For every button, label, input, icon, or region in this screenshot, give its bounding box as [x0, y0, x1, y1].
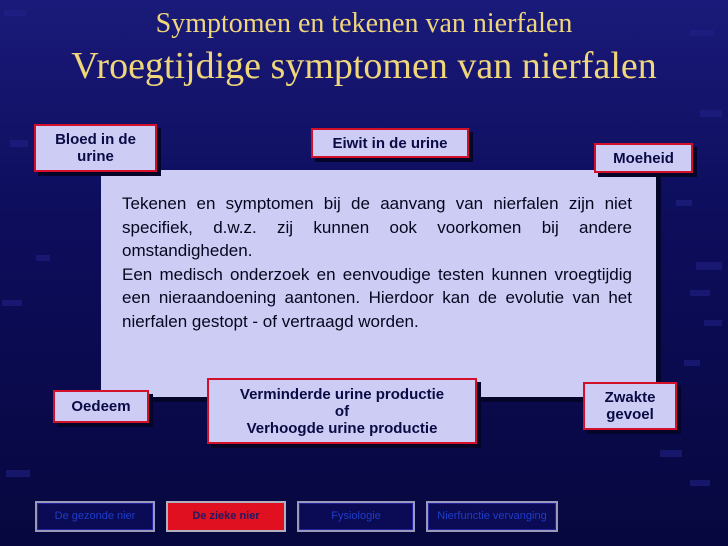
- content-text: [122, 192, 632, 333]
- symptom-bloed-label: Bloed in de urine: [55, 131, 136, 165]
- symptom-oedeem: [53, 390, 149, 423]
- symptom-zwakte-label: Zwakte gevoel: [604, 389, 656, 423]
- nav-fysiologie-button[interactable]: Fysiologie: [297, 501, 415, 532]
- symptom-eiwit-label: Eiwit in de urine: [332, 134, 448, 152]
- nav-vervanging-button[interactable]: Nierfunctie vervanging: [426, 501, 558, 532]
- nav-zieke-nier-button[interactable]: De zieke nier: [166, 501, 286, 532]
- symptom-zwakte: [583, 382, 677, 430]
- symptom-urine-line2: of: [334, 402, 350, 420]
- symptom-urine: [207, 378, 477, 444]
- symptom-bloed: [34, 124, 157, 172]
- slide-subtitle: Vroegtijdige symptomen van nierfalen: [71, 45, 657, 87]
- content-paragraph-2: Een medisch onderzoek en eenvoudige testen kunnen vroegtijdig een nieraandoening aantonen. Hierdoor kan de evolutie van het nierfalen gestopt - of vertraagd worden.: [122, 264, 632, 331]
- slide-title: Symptomen en tekenen van nierfalen: [155, 8, 573, 39]
- symptom-moeheid: [594, 143, 693, 173]
- symptom-urine-line1: Verminderde urine productie: [239, 385, 445, 403]
- symptom-moeheid-label: Moeheid: [613, 149, 674, 167]
- nav-gezonde-nier-button[interactable]: De gezonde nier: [35, 501, 155, 532]
- symptom-urine-line3: Verhoogde urine productie: [246, 419, 438, 437]
- content-paragraph-1: Tekenen en symptomen bij de aanvang van nierfalen zijn niet specifiek, d.w.z. zij kunnen ook voorkomen bij andere omstandigheden.: [122, 194, 632, 260]
- symptom-oedeem-label: Oedeem: [71, 398, 131, 415]
- symptom-eiwit: [311, 128, 469, 158]
